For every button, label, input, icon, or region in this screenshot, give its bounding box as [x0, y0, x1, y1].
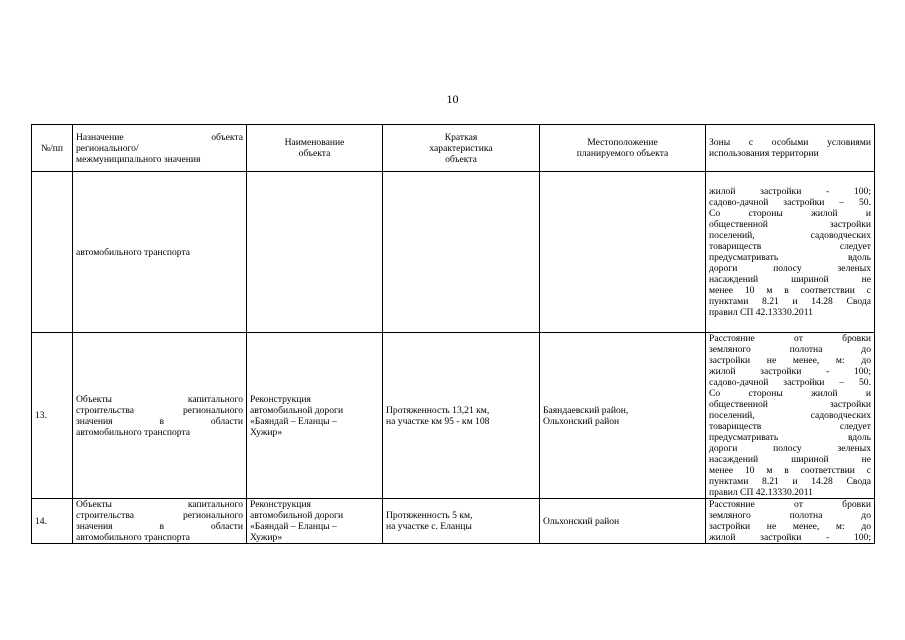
zone-line: товариществ следует — [709, 241, 871, 252]
cell-name-line: автомобильной дороги — [250, 510, 344, 521]
cell-name-line: Хужир» — [250, 426, 283, 438]
header-zones-line: использования территории — [709, 148, 819, 159]
header-name — [247, 125, 383, 172]
cell-name — [247, 333, 383, 499]
header-location-line: планируемого объекта — [576, 148, 669, 159]
header-purpose-line: Назначение объекта — [76, 131, 243, 143]
cell-name-line: Хужир» — [250, 532, 283, 543]
zone-line: дороги полосу зеленых — [709, 263, 871, 274]
cell-location-line: Ольхонский район — [543, 415, 620, 427]
cell-purpose-line: значения в области — [76, 521, 243, 532]
cell-name-line: Реконструкция — [250, 393, 311, 405]
cell-location-line: Баяндаевский район, — [543, 404, 629, 416]
zone-line: пунктами 8.21 и 14.28 Свода — [709, 296, 871, 307]
zone-line: предусматривать вдоль — [709, 252, 871, 263]
header-purpose-line: межмуниципального значения — [76, 153, 201, 165]
zone-line: садово-дачной застройки – 50. — [709, 197, 871, 208]
header-name-line: Наименование — [284, 137, 345, 148]
zone-line: менее 10 м в соответствии с — [709, 465, 871, 476]
cell-description — [383, 172, 540, 333]
zone-line: жилой застройки - 100; — [709, 366, 871, 377]
cell-num: 14. — [32, 499, 73, 544]
page-number: 10 — [446, 92, 459, 106]
cell-description-line: на участке с. Еланцы — [386, 521, 472, 532]
zone-line: насаждений шириной не — [709, 274, 871, 285]
zone-line: жилой застройки - 100; — [709, 186, 871, 197]
zone-line: предусматривать вдоль — [709, 432, 871, 443]
header-description-line: Краткая — [444, 131, 478, 143]
table-header-row — [32, 125, 875, 172]
header-purpose-line: регионального/ — [76, 142, 139, 154]
cell-purpose-line: строительства регионального — [76, 404, 243, 416]
cell-name-line: Реконструкция — [250, 499, 311, 510]
header-description-line: объекта — [445, 153, 477, 165]
cell-purpose-line: Объекты капитального — [76, 393, 243, 405]
cell-purpose-line: автомобильного транспорта — [76, 532, 191, 543]
cell-description-line: Протяженность 13,21 км, — [386, 404, 490, 416]
cell-location — [540, 172, 706, 333]
cell-name — [247, 499, 383, 544]
cell-description — [383, 333, 540, 499]
cell-description-line: Протяженность 5 км, — [386, 510, 473, 521]
cell-purpose — [73, 333, 247, 499]
header-location-line: Местоположение — [587, 137, 658, 148]
zone-line: застройки не менее, м: до — [709, 355, 871, 366]
header-location — [540, 125, 706, 172]
cell-purpose-line: автомобильного транспорта — [76, 426, 191, 438]
cell-location — [540, 499, 706, 544]
cell-location-line: Ольхонский район — [543, 515, 620, 527]
zone-line: общественной застройки — [709, 399, 871, 410]
header-name-line: объекта — [298, 148, 331, 159]
zone-line: Со стороны жилой и — [709, 388, 871, 399]
zone-line: земляного полотна до — [709, 344, 871, 355]
header-zones-line: Зоны с особыми условиями — [709, 137, 871, 148]
zone-line: менее 10 м в соответствии с — [709, 285, 871, 296]
zone-line: общественной застройки — [709, 219, 871, 230]
header-num: №/пп — [32, 125, 73, 172]
zone-line: поселений, садоводческих — [709, 410, 871, 421]
zone-line: Расстояние от бровки — [709, 333, 871, 344]
cell-name — [247, 172, 383, 333]
zone-line: застройки не менее, м: до — [709, 521, 871, 532]
cell-purpose-line: Объекты капитального — [76, 499, 243, 510]
zone-line: Со стороны жилой и — [709, 208, 871, 219]
objects-table — [31, 124, 875, 544]
zone-line: правил СП 42.13330.2011 — [709, 487, 813, 498]
zone-line: товариществ следует — [709, 421, 871, 432]
zone-line: садово-дачной застройки – 50. — [709, 377, 871, 388]
cell-name-line: автомобильной дороги — [250, 404, 344, 416]
cell-purpose — [73, 499, 247, 544]
header-description-line: характеристика — [429, 142, 493, 154]
header-description — [383, 125, 540, 172]
zone-line: пунктами 8.21 и 14.28 Свода — [709, 476, 871, 487]
cell-description — [383, 499, 540, 544]
zone-line: Расстояние от бровки — [709, 499, 871, 510]
cell-name-line: «Баяндай – Еланцы – — [250, 521, 337, 532]
cell-num — [32, 172, 73, 333]
header-zones — [706, 125, 875, 172]
table-row — [32, 172, 875, 333]
cell-purpose-line: значения в области — [76, 415, 243, 427]
table-row — [32, 333, 875, 499]
cell-zones — [706, 499, 875, 544]
cell-purpose-line: строительства регионального — [76, 510, 243, 521]
table-row — [32, 499, 875, 544]
zone-line: жилой застройки - 100; — [709, 532, 871, 543]
zone-line: поселений, садоводческих — [709, 230, 871, 241]
cell-purpose — [73, 172, 247, 333]
header-purpose — [73, 125, 247, 172]
zone-line: насаждений шириной не — [709, 454, 871, 465]
zone-line: дороги полосу зеленых — [709, 443, 871, 454]
cell-purpose-line: автомобильного транспорта — [76, 246, 191, 258]
cell-zones — [706, 333, 875, 499]
cell-description-line: на участке км 95 - км 108 — [386, 415, 490, 427]
zone-line: правил СП 42.13330.2011 — [709, 307, 813, 318]
zone-line: земляного полотна до — [709, 510, 871, 521]
cell-zones — [706, 172, 875, 333]
cell-name-line: «Баяндай – Еланцы – — [250, 415, 337, 427]
cell-num: 13. — [32, 333, 73, 499]
cell-location — [540, 333, 706, 499]
